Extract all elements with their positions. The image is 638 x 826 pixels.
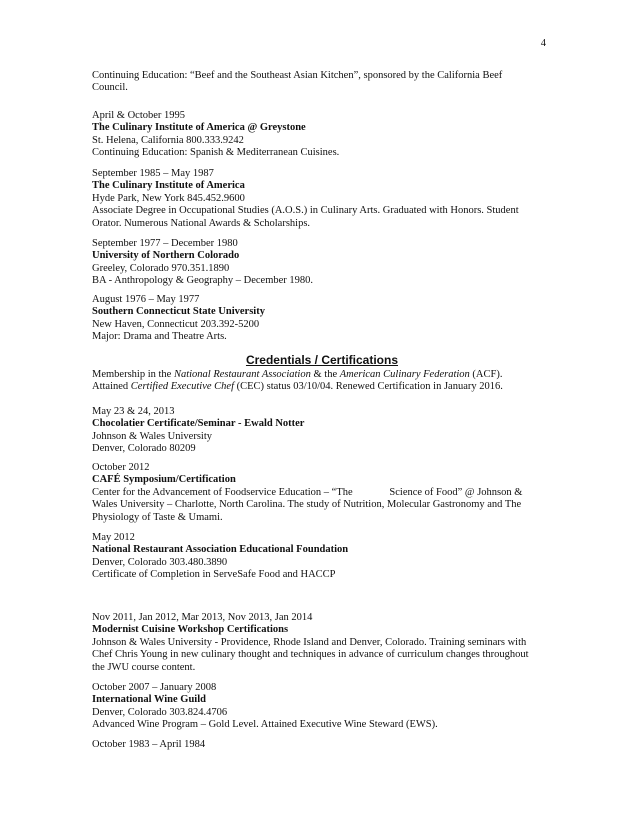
entry-line: Chef Chris Young in new culinary thought and techniques in advance of curriculum changes throughout [92, 649, 529, 661]
entry-line: St. Helena, California 800.333.9242 [92, 134, 244, 146]
entry-line: Greeley, Colorado 970.351.1890 [92, 262, 230, 274]
entry-line: Denver, Colorado 303.824.4706 [92, 706, 228, 718]
entry-date: April & October 1995 [92, 110, 186, 121]
entry-line: Physiology of Taste & Umami. [92, 511, 223, 523]
entry-date: October 1983 – April 1984 [92, 739, 206, 750]
education-entry [92, 168, 552, 230]
certification-entry [92, 682, 552, 732]
entry-line: New Haven, Connecticut 203.392-5200 [92, 318, 260, 330]
entry-title: International Wine Guild [92, 694, 206, 706]
entry-line: Continuing Education: Spanish & Mediterranean Cuisines. [92, 147, 340, 159]
text-run: & the [310, 369, 340, 380]
entry-line: Orator. Numerous National Awards & Scholarships. [92, 217, 311, 229]
entry-date: May 23 & 24, 2013 [92, 406, 175, 417]
entry-line: Hyde Park, New York 845.452.9600 [92, 192, 245, 204]
entry-line: the JWU course content. [92, 661, 196, 673]
entry-line: Certificate of Completion in ServeSafe Food and HACCP [92, 569, 336, 581]
certification-entry [92, 406, 552, 456]
entry-institution: University of Northern Colorado [92, 250, 240, 262]
entry-line: Major: Drama and Theatre Arts. [92, 331, 227, 343]
text-run: Membership in the [92, 369, 174, 380]
entry-institution: The Culinary Institute of America [92, 180, 245, 192]
entry-institution: Southern Connecticut State University [92, 306, 265, 318]
entry-date: May 2012 [92, 532, 135, 543]
entry-date: August 1976 – May 1977 [92, 294, 200, 305]
entry-line: Center for the Advancement of Foodservice Education – “The Science of Food” @ Johnson & [92, 486, 523, 498]
entry-date: October 2007 – January 2008 [92, 682, 217, 693]
certification-entry [92, 462, 552, 524]
entry-line: BA - Anthropology & Geography – December 1980. [92, 275, 314, 287]
text-run: (CEC) status 03/10/04. Renewed Certification in January 2016. [234, 381, 503, 393]
entry-line: Denver, Colorado 80209 [92, 443, 196, 455]
certification-name: Certified Executive Chef [130, 381, 234, 393]
entry-line: Associate Degree in Occupational Studies (A.O.S.) in Culinary Arts. Graduated with Honors. Student [92, 205, 519, 217]
text-run: Attained [92, 381, 131, 393]
entry-line: Council. [92, 82, 128, 94]
entry-line: Johnson & Wales University [92, 430, 212, 442]
entry-title: CAFÉ Symposium/Certification [92, 474, 236, 486]
entry-title: Modernist Cuisine Workshop Certifications [92, 624, 289, 636]
entry-line: Continuing Education: “Beef and the Southeast Asian Kitchen”, sponsored by the California Beef [92, 70, 503, 81]
education-entry [92, 294, 552, 344]
entry-institution: The Culinary Institute of America @ Greystone [92, 122, 306, 134]
certification-entry [92, 612, 552, 674]
entry-date: October 2012 [92, 462, 150, 473]
org-name: American Culinary Federation [339, 369, 470, 380]
certification-entry [92, 739, 552, 751]
entry-line: Advanced Wine Program – Gold Level. Attained Executive Wine Steward (EWS). [92, 719, 438, 731]
education-entry [92, 70, 552, 95]
entry-date: September 1977 – December 1980 [92, 238, 238, 249]
entry-line: Johnson & Wales University - Providence, Rhode Island and Denver, Colorado. Training seminars with [92, 636, 527, 648]
education-entry [92, 238, 552, 288]
credentials-heading: Credentials / Certifications [245, 353, 399, 367]
entry-date: Nov 2011, Jan 2012, Mar 2013, Nov 2013, Jan 2014 [92, 612, 313, 623]
education-entry [92, 110, 552, 160]
membership-line [92, 381, 552, 393]
entry-title: National Restaurant Association Educational Foundation [92, 544, 349, 556]
text-run: (ACF). [469, 369, 503, 380]
entry-title: Chocolatier Certificate/Seminar - Ewald Notter [92, 418, 305, 430]
certification-entry [92, 532, 552, 582]
membership-line [92, 369, 552, 381]
org-name: National Restaurant Association [173, 369, 311, 380]
page-number: 4 [540, 38, 546, 49]
entry-line: Denver, Colorado 303.480.3890 [92, 556, 228, 568]
entry-line: Wales University – Charlotte, North Carolina. The study of Nutrition, Molecular Gastronomy and The [92, 499, 522, 511]
membership-paragraph [92, 369, 552, 394]
entry-date: September 1985 – May 1987 [92, 168, 214, 179]
